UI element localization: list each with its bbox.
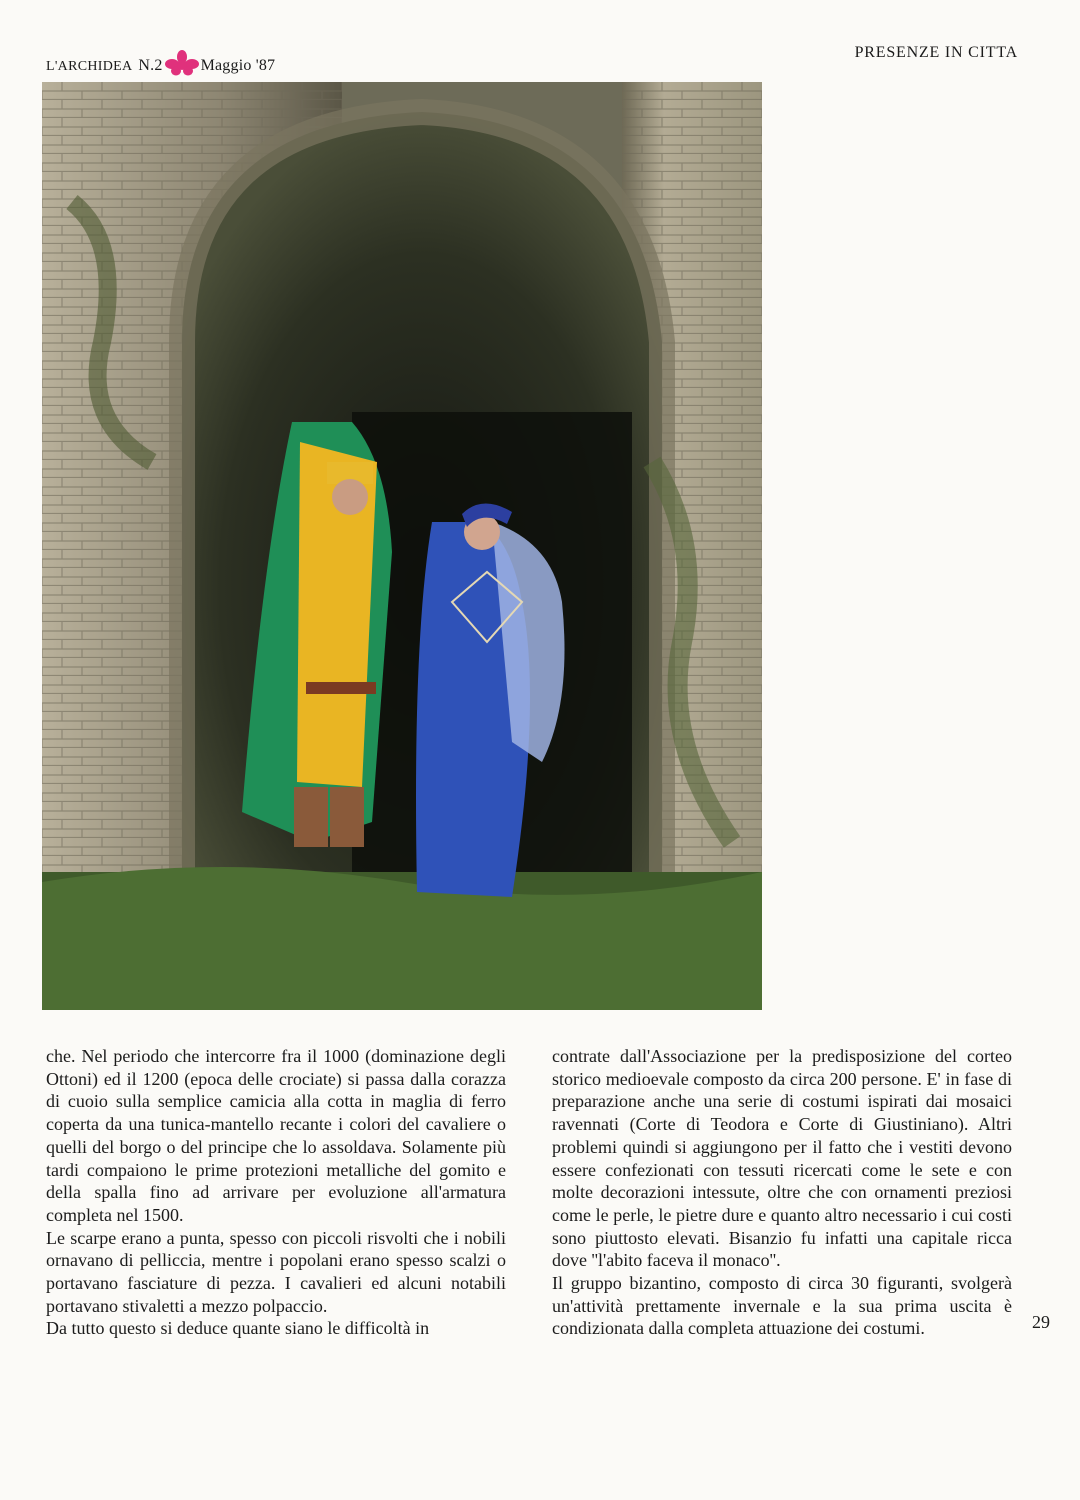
article-column-left bbox=[46, 1045, 506, 1340]
orchid-logo-icon bbox=[165, 50, 199, 76]
page-number: 29 bbox=[1032, 1312, 1050, 1332]
issue-number: N.2 bbox=[138, 57, 163, 74]
masthead bbox=[46, 44, 275, 75]
article-column-right bbox=[552, 1045, 1012, 1340]
article-paragraph: che. Nel periodo che intercorre fra il 1000 (dominazione degli Ottoni) ed il 1200 (epoca delle crociate) si passa dalla corazza di cuoio sulla semplice camicia alla cotta in maglia di ferro coperta da una tunica-mantello recante i colori del cavaliere o quelli del borgo o del principe che lo assoldava. Solamente più tardi compaiono le prime protezioni metalliche del gomito e della spalla fino ad arrivare per evoluzione all'armatura completa nel 1500. bbox=[46, 1046, 506, 1225]
article-paragraph: Le scarpe erano a punta, spesso con piccoli risvolti che i nobili ornavano di pelliccia, mentre i popolani erano spesso scalzi o portavano fasciature di pezza. I cavalieri ed alcuni notabili portavano stivaletti a mezzo polpaccio. bbox=[46, 1227, 506, 1316]
article-paragraph: contrate dall'Associazione per la predisposizione del corteo storico medioevale composto da circa 200 persone. E' in fase di preparazione anche una serie di costumi ispirati dai mosaici ravennati (Corte di Teodora e Corte di Giustiniano). Altri problemi quindi si aggiungono per il fatto che i vestiti devono essere confezionati con tessuti ricercati come le sete e con molte decorazioni intessute, oltre che con ornamenti preziosi come le perle, le pietre dure e quanto altro necessario i cui costi sono piuttosto elevati. Bisanzio fu infatti una capitale ricca dove ''l'abito faceva il monaco''. bbox=[552, 1046, 1012, 1271]
section-title: PRESENZE IN CITTA bbox=[854, 44, 1018, 61]
page-header bbox=[46, 44, 1018, 74]
photo-costumed-couple bbox=[42, 82, 762, 1010]
article-paragraph: Il gruppo bizantino, composto di circa 30 figuranti, svolgerà un'attività prettamente invernale e la sua prima uscita è condizionata dalla completa attuazione dei costumi. bbox=[552, 1273, 1012, 1339]
issue-date: Maggio '87 bbox=[200, 57, 276, 74]
article-paragraph: Da tutto questo si deduce quante siano le difficoltà in bbox=[46, 1318, 430, 1339]
magazine-name: L'ARCHIDEA bbox=[46, 59, 133, 74]
